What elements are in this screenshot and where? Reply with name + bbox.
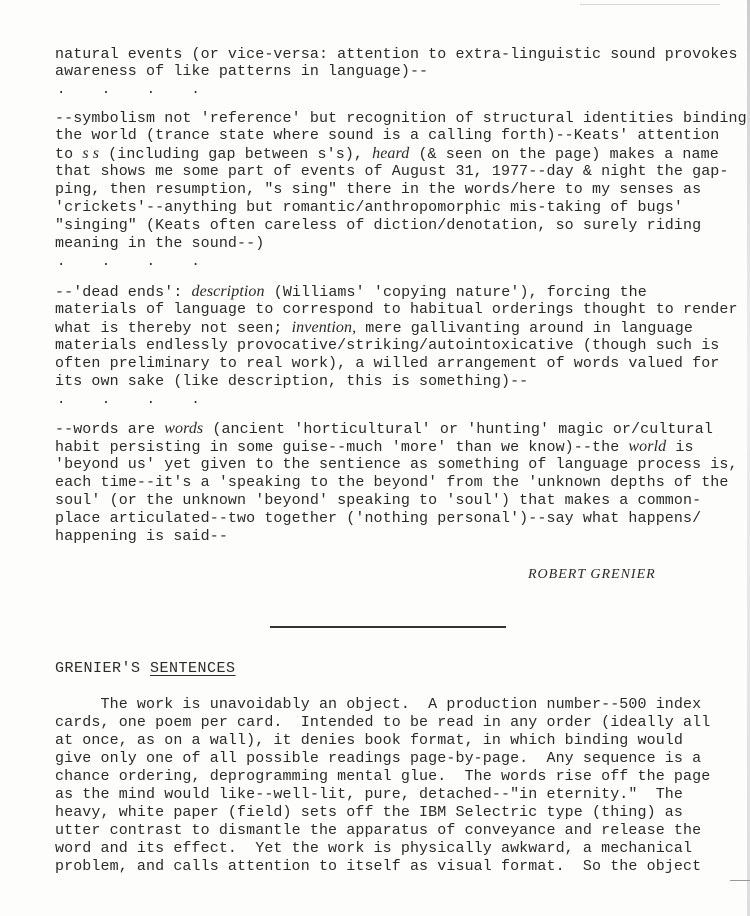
ellipsis-dots: . . . . bbox=[57, 82, 214, 98]
p5-line: word and its effect. Yet the work is physically awkward, a mechanical bbox=[55, 840, 693, 857]
heading-word-underlined: SENTENCES bbox=[150, 660, 236, 677]
text-run: (ancient 'horticultural' or 'hunting' magic or/cultural bbox=[203, 421, 713, 438]
author-signature: ROBERT GRENIER bbox=[528, 567, 656, 582]
text-run: (& seen on the page) makes a name bbox=[409, 146, 719, 163]
italic-run: invention, bbox=[291, 319, 357, 336]
p3-line: its own sake (like description, this is something)-- bbox=[55, 373, 529, 390]
p2-line bbox=[55, 145, 719, 163]
ellipsis-dots: . . . . bbox=[57, 392, 214, 408]
p1-line: awareness of like patterns in language)-- bbox=[55, 63, 429, 80]
italic-run: s s bbox=[82, 145, 100, 162]
italic-run: words bbox=[164, 420, 204, 437]
p4-line bbox=[55, 438, 694, 456]
p2-line: meaning in the sound--) bbox=[55, 235, 265, 252]
italic-run: heard bbox=[372, 145, 410, 162]
italic-run: world bbox=[628, 438, 667, 455]
text-run: is bbox=[666, 439, 694, 456]
p3-line: often preliminary to real work), a willed arrangement of words valued for bbox=[55, 355, 720, 372]
p4-line bbox=[55, 420, 713, 438]
p5-line: chance ordering, deprogramming mental glue. The words rise off the page bbox=[55, 768, 711, 785]
p2-line: the world (trance state where sound is a calling forth)--Keats' attention bbox=[55, 127, 720, 144]
p4-line: happening is said-- bbox=[55, 528, 228, 545]
p4-line: place articulated--two together ('nothing personal')--say what happens/ bbox=[55, 510, 702, 527]
p5-line: at once, as on a wall), it denies book format, in which binding would bbox=[55, 732, 684, 749]
text-run: --'dead ends': bbox=[55, 284, 192, 301]
text-run: to bbox=[55, 146, 83, 163]
p4-line: each time--it's a 'speaking to the beyond' from the 'unknown depths of the bbox=[55, 474, 729, 491]
p4-line: soul' (or the unknown 'beyond' speaking to 'soul') that makes a common- bbox=[55, 492, 702, 509]
italic-run: description bbox=[191, 283, 265, 300]
page-edge-top bbox=[580, 4, 720, 5]
p5-line: problem, and calls attention to itself as visual format. So the object bbox=[55, 858, 702, 875]
text-run: what is thereby not seen; bbox=[55, 320, 292, 337]
p5-line: give only one of all possible readings page-by-page. Any sequence is a bbox=[55, 750, 702, 767]
section-heading bbox=[55, 660, 236, 677]
p2-line: 'crickets'--anything but romantic/anthropomorphic mis-taking of bugs' bbox=[55, 199, 684, 216]
p5-line: as the mind would like--well-lit, pure, detached--"in eternity." The bbox=[55, 786, 684, 803]
text-run: (Williams' 'copying nature'), forcing the bbox=[264, 284, 647, 301]
page-edge-bottom bbox=[730, 880, 750, 881]
p2-line: ping, then resumption, "s sing" there in the words/here to my senses as bbox=[55, 181, 702, 198]
text-run: mere gallivanting around in language bbox=[356, 320, 693, 337]
heading-word: GRENIER'S bbox=[55, 660, 141, 677]
p3-line bbox=[55, 319, 693, 337]
p2-line: "singing" (Keats often careless of diction/denotation, so surely riding bbox=[55, 217, 702, 234]
ellipsis-dots: . . . . bbox=[57, 254, 214, 270]
text-run: habit persisting in some guise--much 'more' than we know)--the bbox=[55, 439, 629, 456]
p2-line: --symbolism not 'reference' but recognition of structural identities binding bbox=[55, 110, 747, 127]
p5-line: cards, one poem per card. Intended to be read in any order (ideally all bbox=[55, 714, 711, 731]
p3-line: materials of language to correspond to habitual orderings thought to render bbox=[55, 301, 738, 318]
text-run: --words are bbox=[55, 421, 165, 438]
p5-line: utter contrast to dismantle the apparatus of conveyance and release the bbox=[55, 822, 702, 839]
p3-line bbox=[55, 283, 647, 301]
p5-line: heavy, white paper (field) sets off the IBM Selectric type (thing) as bbox=[55, 804, 684, 821]
section-divider bbox=[270, 626, 506, 628]
p3-line: materials endlessly provocative/striking/autointoxicative (though such is bbox=[55, 337, 720, 354]
p4-line: 'beyond us' yet given to the sentience as something of language process is, bbox=[55, 456, 738, 473]
p1-line: natural events (or vice-versa: attention to extra-linguistic sound provokes bbox=[55, 46, 738, 63]
p5-line: The work is unavoidably an object. A production number--500 index bbox=[55, 696, 702, 713]
p2-line: that shows me some part of events of August 31, 1977--day & night the gap- bbox=[55, 163, 729, 180]
text-run: (including gap between s's), bbox=[99, 146, 373, 163]
